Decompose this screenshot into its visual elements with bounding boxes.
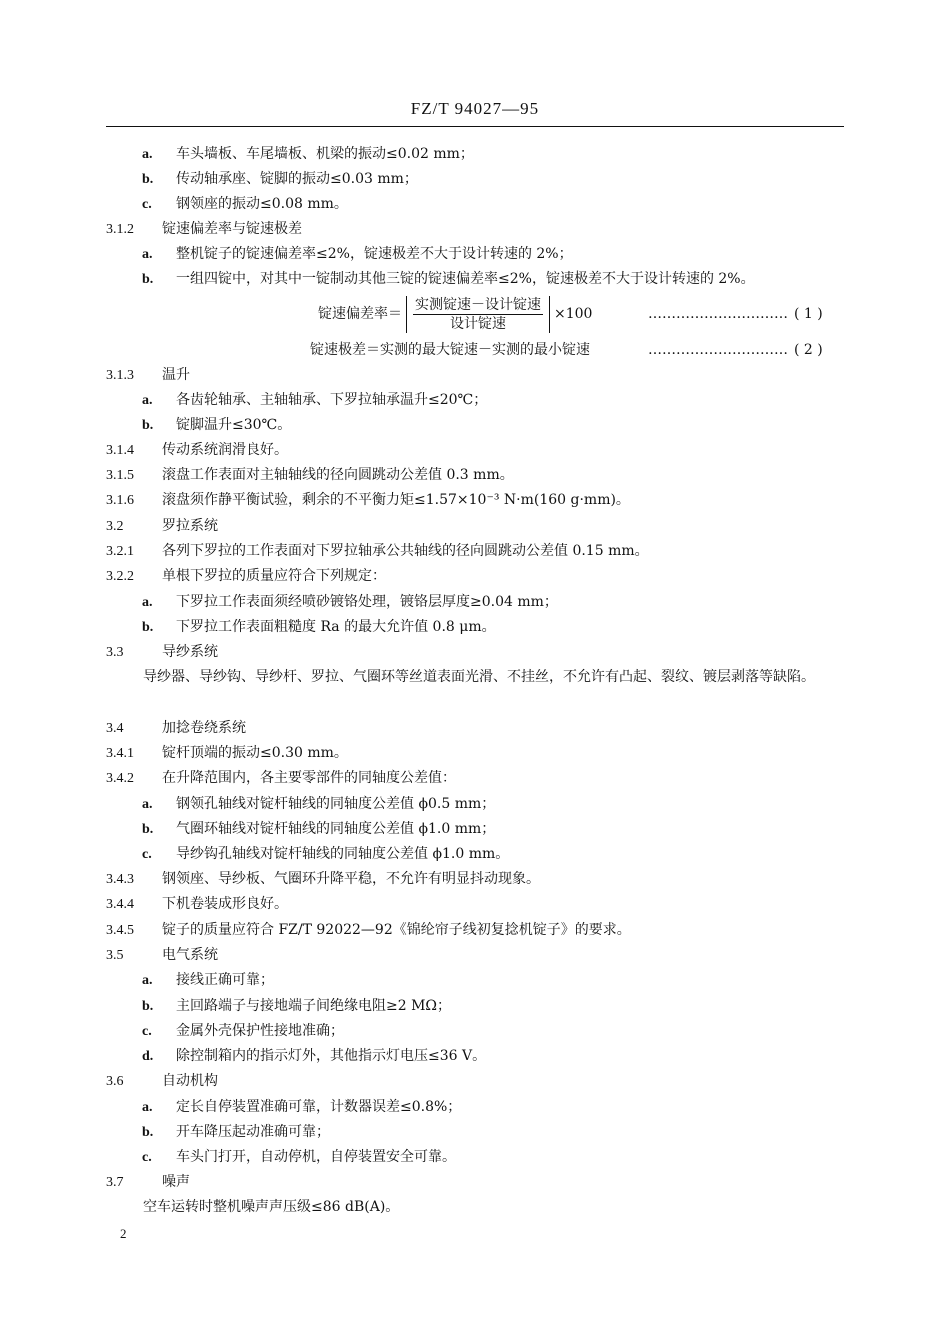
list-item: a. 各齿轮轴承、主轴轴承、下罗拉轴承温升≤20℃； xyxy=(142,392,488,408)
section-heading: 3.2 罗拉系统 xyxy=(106,518,218,534)
equation-2: 锭速极差＝实测的最大锭速－实测的最小锭速 xyxy=(310,342,590,358)
list-item: a. 钢领孔轴线对锭杆轴线的同轴度公差值 ϕ0.5 mm； xyxy=(142,796,496,812)
list-item: b. 下罗拉工作表面粗糙度 Ra 的最大允许值 0.8 μm。 xyxy=(142,619,496,635)
list-item: d. 除控制箱内的指示灯外，其他指示灯电压≤36 V。 xyxy=(142,1048,487,1064)
section-heading: 3.4.5 锭子的质量应符合 FZ/T 92022—92《锦纶帘子线初复捻机锭子》的要求。 xyxy=(106,922,631,938)
section-heading: 3.4.2 在升降范围内，各主要零部件的同轴度公差值： xyxy=(106,770,456,786)
list-item: a. 下罗拉工作表面须经喷砂镀铬处理，镀铬层厚度≥0.04 mm； xyxy=(142,594,558,610)
list-item: a. 车头墙板、车尾墙板、机梁的振动≤0.02 mm； xyxy=(142,146,474,162)
list-item: b. 气圈环轴线对锭杆轴线的同轴度公差值 ϕ1.0 mm； xyxy=(142,821,496,837)
list-item: b. 锭脚温升≤30℃。 xyxy=(142,417,292,433)
section-heading: 3.3 导纱系统 xyxy=(106,644,218,660)
list-item: c. 车头门打开，自动停机，自停装置安全可靠。 xyxy=(142,1149,456,1165)
list-item: b. 传动轴承座、锭脚的振动≤0.03 mm； xyxy=(142,171,418,187)
section-heading: 3.4.1 锭杆顶端的振动≤0.30 mm。 xyxy=(106,745,348,761)
section-heading: 3.1.3 温升 xyxy=(106,367,190,383)
section-heading: 3.7 噪声 xyxy=(106,1174,190,1190)
equation-1: 锭速偏差率＝ $\frac{\text{实测锭速－设计锭速}}{\text{设计锭速}}$ ×100 xyxy=(318,296,593,332)
list-item: a. 整机锭子的锭速偏差率≤2%，锭速极差不大于设计转速的 2%； xyxy=(142,246,573,262)
section-heading: 3.2.1 各列下罗拉的工作表面对下罗拉轴承公共轴线的径向圆跳动公差值 0.15 mm。 xyxy=(106,543,649,559)
list-item: b. 一组四锭中，对其中一锭制动其他三锭的锭速偏差率≤2%，锭速极差不大于设计转速的 2%。 xyxy=(142,271,755,287)
list-item: c. 金属外壳保护性接地准确； xyxy=(142,1023,344,1039)
section-heading: 3.4.3 钢领座、导纱板、气圈环升降平稳，不允许有明显抖动现象。 xyxy=(106,871,540,887)
section-heading: 3.4.4 下机卷装成形良好。 xyxy=(106,896,288,912)
paragraph: 导纱器、导纱钩、导纱杆、罗拉、气圈环等丝道表面光滑、不挂丝，不允许有凸起、裂纹、镀层剥落等缺陷。 xyxy=(143,669,815,685)
page-number: 2 xyxy=(120,1226,127,1241)
section-heading: 3.4 加捻卷绕系统 xyxy=(106,720,246,736)
section-heading: 3.1.4 传动系统润滑良好。 xyxy=(106,442,288,458)
equation-2-leader: ………………………… ( 2 ) xyxy=(648,342,823,358)
page-header: FZ/T 94027—95 xyxy=(410,99,540,118)
list-item: b. 开车降压起动准确可靠； xyxy=(142,1124,330,1140)
section-heading: 3.2.2 单根下罗拉的质量应符合下列规定： xyxy=(106,568,386,584)
section-heading: 3.6 自动机构 xyxy=(106,1073,218,1089)
list-item: c. 导纱钩孔轴线对锭杆轴线的同轴度公差值 ϕ1.0 mm。 xyxy=(142,846,510,862)
section-heading: 3.1.2 锭速偏差率与锭速极差 xyxy=(106,221,302,237)
section-heading: 3.5 电气系统 xyxy=(106,947,218,963)
list-item: b. 主回路端子与接地端子间绝缘电阻≥2 MΩ； xyxy=(142,998,452,1014)
list-item: a. 接线正确可靠； xyxy=(142,972,274,988)
list-item: a. 定长自停装置准确可靠，计数器误差≤0.8%； xyxy=(142,1099,462,1115)
equation-1-leader: ………………………… ( 1 ) xyxy=(648,306,823,322)
list-item: c. 钢领座的振动≤0.08 mm。 xyxy=(142,196,348,212)
header-rule xyxy=(106,126,844,127)
section-heading: 3.1.6 滚盘须作静平衡试验，剩余的不平衡力矩≤1.57×10⁻³ N·m(160 g·mm)。 xyxy=(106,492,630,508)
section-heading: 3.1.5 滚盘工作表面对主轴轴线的径向圆跳动公差值 0.3 mm。 xyxy=(106,467,514,483)
paragraph: 空车运转时整机噪声声压级≤86 dB(A)。 xyxy=(143,1199,400,1215)
